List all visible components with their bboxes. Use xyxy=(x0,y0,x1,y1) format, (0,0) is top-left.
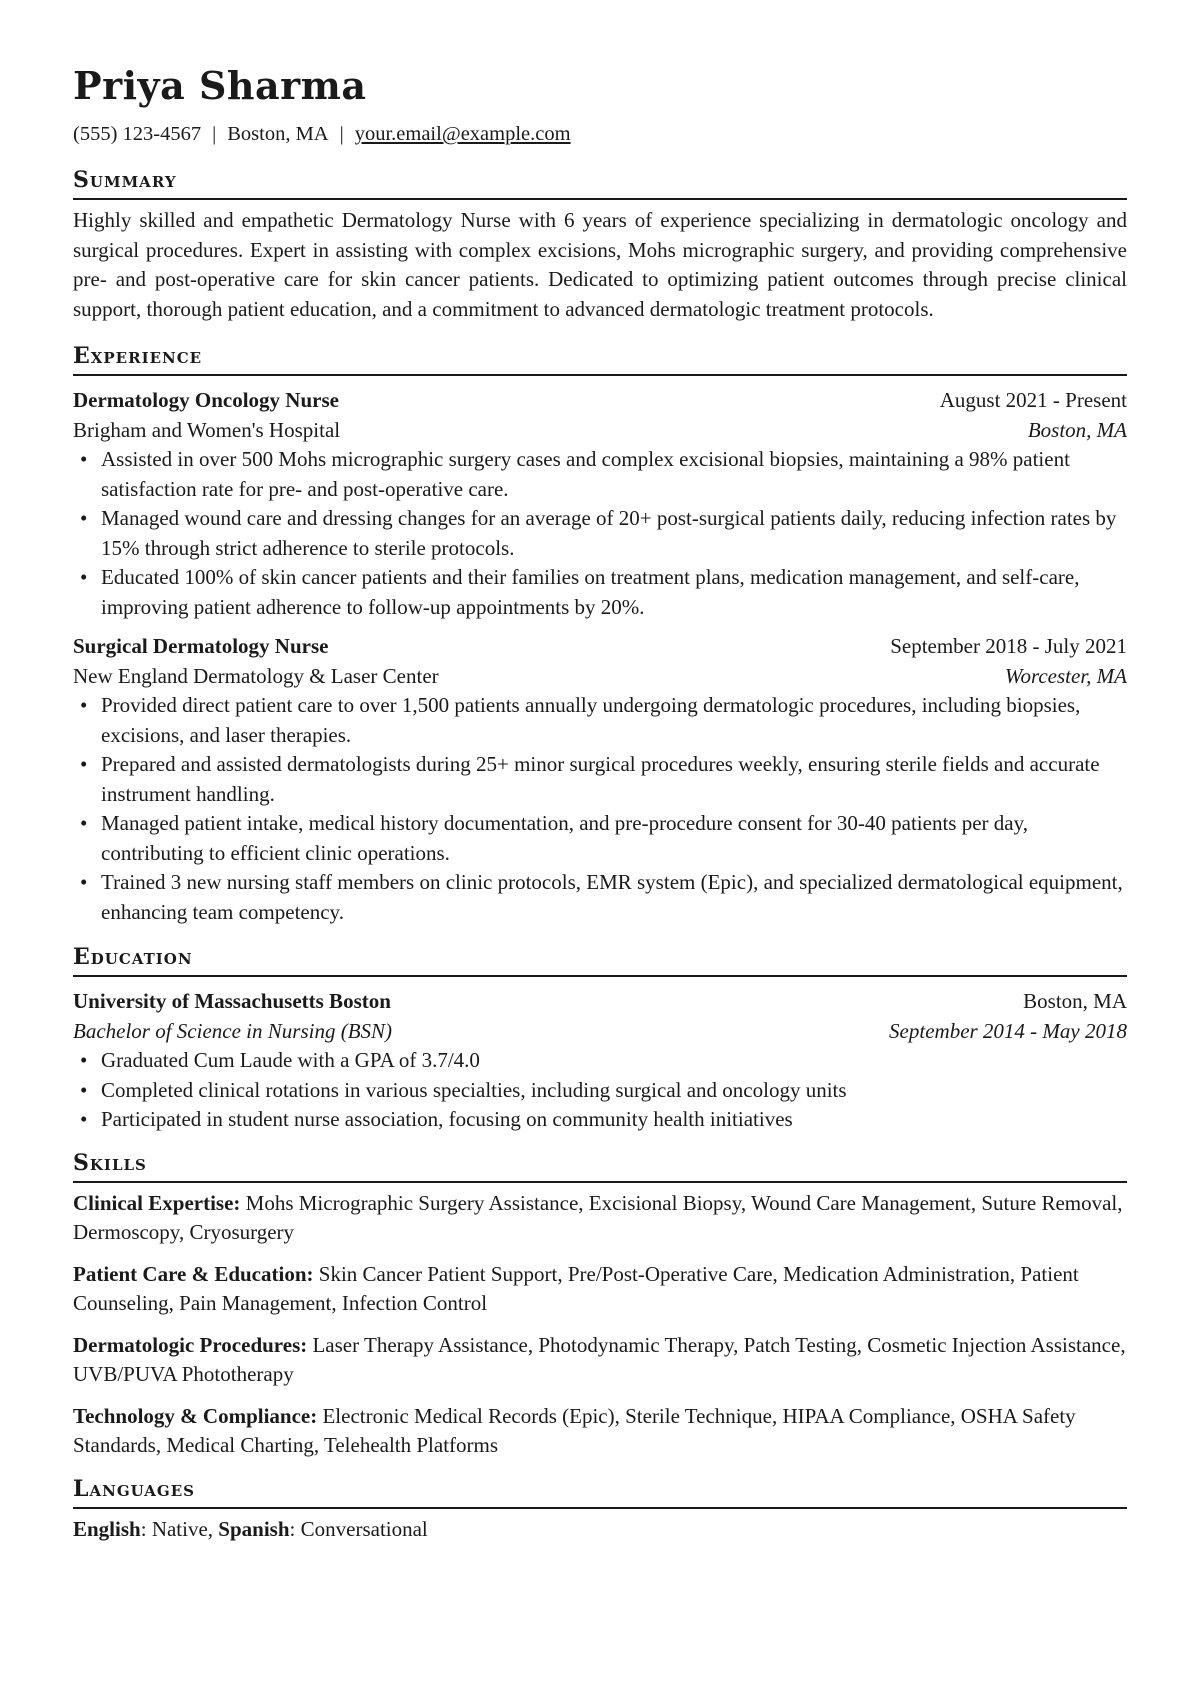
contact-separator: | xyxy=(212,123,217,145)
job-bullets xyxy=(73,445,1127,622)
skill-group-items: Laser Therapy Assistance, Photodynamic Therapy, Patch Testing, Cosmetic Injection Assistance, UVB/PUVA Phototherapy xyxy=(73,1332,1126,1386)
job-location: Boston, MA xyxy=(1027,417,1127,442)
candidate-name: Priya Sharma xyxy=(73,63,367,108)
education-entry xyxy=(73,987,1127,1135)
section-title-education: Education xyxy=(73,943,1127,977)
bullet-item: • Completed clinical rotations in various specialties, including surgical and oncology units xyxy=(73,1076,1127,1106)
job-title: Surgical Dermatology Nurse xyxy=(73,634,329,658)
skill-group-label: Dermatologic Procedures: xyxy=(73,1332,308,1357)
contact-separator: | xyxy=(339,123,344,145)
phone-number: (555) 123-4567 xyxy=(73,123,202,145)
section-title-summary: Summary xyxy=(73,166,1127,200)
skill-group-items: Electronic Medical Records (Epic), Sterile Technique, HIPAA Compliance, OSHA Safety Standards, Medical Charting, Telehealth Platforms xyxy=(73,1403,1076,1457)
skill-group-items: Mohs Micrographic Surgery Assistance, Excisional Biopsy, Wound Care Management, Suture Removal, Dermoscopy, Cryosurgery xyxy=(73,1190,1123,1244)
languages-line: English: Native, Spanish: Conversational xyxy=(73,1516,428,1541)
bullet-item: • Trained 3 new nursing staff members on clinic protocols, EMR system (Epic), and specialized dermatological equipment, enhancing team competency. xyxy=(73,868,1127,927)
skill-group-label: Clinical Expertise: xyxy=(73,1190,241,1215)
section-title-skills: Skills xyxy=(73,1149,1127,1183)
job-bullets xyxy=(73,691,1127,927)
bullet-item: • Participated in student nurse association, focusing on community health initiatives xyxy=(73,1105,1127,1135)
employer: New England Dermatology & Laser Center xyxy=(73,663,439,688)
skill-group-label: Technology & Compliance: xyxy=(73,1403,318,1428)
skills-list xyxy=(73,1189,1127,1461)
experience-entry xyxy=(73,632,1127,927)
education-bullets xyxy=(73,1046,1127,1135)
job-dates: September 2018 - July 2021 xyxy=(890,634,1127,658)
location: Boston, MA xyxy=(227,123,329,145)
bullet-item: • Graduated Cum Laude with a GPA of 3.7/4.0 xyxy=(73,1046,1127,1076)
email-link[interactable]: your.email@example.com xyxy=(354,123,571,145)
section-title-languages: Languages xyxy=(73,1475,1127,1509)
job-location: Worcester, MA xyxy=(1004,663,1127,688)
language-name: English xyxy=(73,1516,141,1541)
degree: Bachelor of Science in Nursing (BSN) xyxy=(73,1018,393,1043)
skill-group-label: Patient Care & Education: xyxy=(73,1261,314,1286)
contact-line xyxy=(73,120,1127,148)
bullet-item: • Managed patient intake, medical history documentation, and pre-procedure consent for 30-40 patients per day, contributing to efficient clinic operations. xyxy=(73,809,1127,868)
experience-entry xyxy=(73,386,1127,622)
bullet-item: • Prepared and assisted dermatologists during 25+ minor surgical procedures weekly, ensuring sterile fields and accurate instrument handling. xyxy=(73,750,1127,809)
skill-group-items: Skin Cancer Patient Support, Pre/Post-Operative Care, Medication Administration, Patient Counseling, Pain Management, Infection Control xyxy=(73,1261,1079,1315)
bullet-item: • Assisted in over 500 Mohs micrographic surgery cases and complex excisional biopsies, maintaining a 98% patient satisfaction rate for pre- and post-operative care. xyxy=(73,445,1127,504)
bullet-item: • Educated 100% of skin cancer patients and their families on treatment plans, medication management, and self-care, improving patient adherence to follow-up appointments by 20%. xyxy=(73,563,1127,622)
school-location: Boston, MA xyxy=(1023,989,1127,1013)
education-dates: September 2014 - May 2018 xyxy=(889,1018,1127,1043)
language-name: Spanish xyxy=(218,1516,290,1541)
job-title: Dermatology Oncology Nurse xyxy=(73,388,339,412)
employer: Brigham and Women's Hospital xyxy=(73,417,341,442)
job-dates: August 2021 - Present xyxy=(939,388,1127,412)
language-level: Conversational xyxy=(300,1516,428,1541)
skill-group xyxy=(73,1260,1127,1319)
bullet-item: • Provided direct patient care to over 1,500 patients annually undergoing dermatologic procedures, including biopsies, excisions, and laser therapies. xyxy=(73,691,1127,750)
resume-page xyxy=(73,62,1127,1544)
skill-group xyxy=(73,1331,1127,1390)
summary-text: Highly skilled and empathetic Dermatology Nurse with 6 years of experience specializing in dermatologic oncology and surgical procedures. Expert in assisting with complex excisions, Mohs micrographic surgery, and providing comprehensive pre- and post-operative care for skin cancer patients. Dedicated to optimizing patient outcomes through precise clinical support, thorough patient education, and a commitment to advanced dermatologic treatment protocols. xyxy=(73,208,1127,321)
bullet-item: • Managed wound care and dressing changes for an average of 20+ post-surgical patients daily, reducing infection rates by 15% through strict adherence to sterile protocols. xyxy=(73,504,1127,563)
language-level: Native xyxy=(151,1516,208,1541)
section-title-experience: Experience xyxy=(73,342,1127,376)
skill-group xyxy=(73,1189,1127,1248)
skill-group xyxy=(73,1402,1127,1461)
school-name: University of Massachusetts Boston xyxy=(73,989,391,1013)
